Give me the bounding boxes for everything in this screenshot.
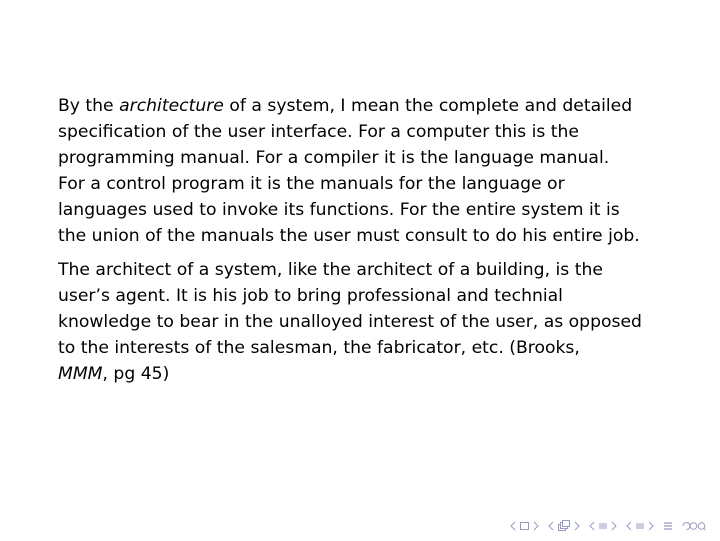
slide-content bbox=[58, 93, 670, 387]
nav-frame-group bbox=[510, 521, 539, 531]
nav-frame-next-icon[interactable] bbox=[533, 521, 539, 531]
nav-appendix-icon[interactable] bbox=[663, 521, 673, 531]
text-line: to the interests of the salesman, the fabricator, etc. (Brooks, bbox=[58, 338, 580, 358]
paragraph-2 bbox=[58, 257, 670, 387]
nav-slide-icon[interactable] bbox=[635, 521, 645, 531]
nav-subsection-next-icon[interactable] bbox=[574, 521, 580, 531]
paragraph-1 bbox=[58, 93, 670, 249]
text-line: user’s agent. It is his job to bring professional and technial bbox=[58, 286, 563, 306]
nav-search-group bbox=[682, 521, 706, 531]
nav-slide-group bbox=[626, 521, 654, 531]
nav-section-group bbox=[589, 521, 617, 531]
text-line: the union of the manuals the user must consult to do his entire job. bbox=[58, 226, 640, 246]
nav-slide-prev-icon[interactable] bbox=[626, 521, 632, 531]
text-line: programming manual. For a compiler it is the language manual. bbox=[58, 148, 610, 168]
text-line: MMM, pg 45) bbox=[58, 364, 170, 384]
nav-subsection-group bbox=[548, 520, 580, 532]
nav-section-next-icon[interactable] bbox=[611, 521, 617, 531]
nav-subsection-icon[interactable] bbox=[557, 520, 571, 532]
text-line: specification of the user interface. For a computer this is the bbox=[58, 122, 579, 142]
text-line: By the architecture of a system, I mean the complete and detailed bbox=[58, 96, 633, 116]
emphasis-mmm: MMM bbox=[58, 364, 103, 384]
emphasis-architecture: architecture bbox=[119, 96, 224, 116]
text-line: knowledge to bear in the unalloyed interest of the user, as opposed bbox=[58, 312, 642, 332]
text-line: The architect of a system, like the architect of a building, is the bbox=[58, 260, 603, 280]
nav-frame-icon[interactable] bbox=[519, 521, 530, 531]
text-line: languages used to invoke its functions. For the entire system it is bbox=[58, 200, 620, 220]
beamer-navigation-bar bbox=[510, 520, 706, 532]
nav-section-icon[interactable] bbox=[598, 521, 608, 531]
nav-subsection-prev-icon[interactable] bbox=[548, 521, 554, 531]
nav-section-prev-icon[interactable] bbox=[589, 521, 595, 531]
nav-appendix-group bbox=[663, 521, 673, 531]
nav-search-icon[interactable] bbox=[682, 521, 706, 531]
nav-frame-prev-icon[interactable] bbox=[510, 521, 516, 531]
text-line: For a control program it is the manuals for the language or bbox=[58, 174, 565, 194]
nav-slide-next-icon[interactable] bbox=[648, 521, 654, 531]
